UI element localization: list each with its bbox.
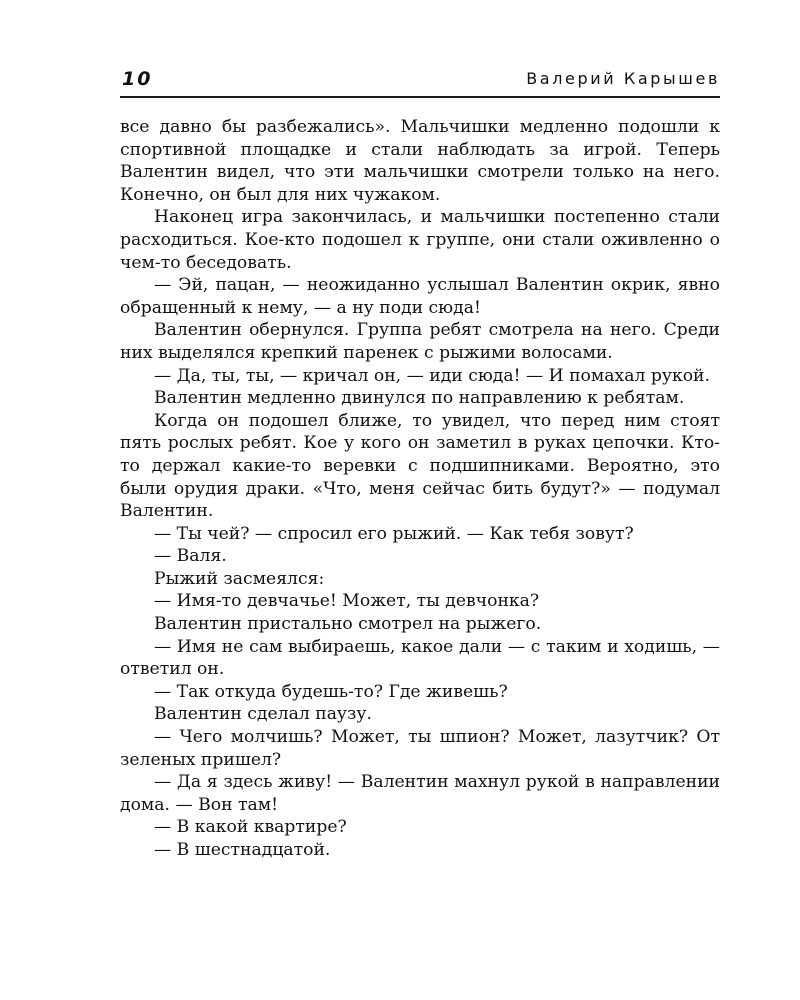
paragraph: Валентин медленно двинулся по направлению к ребятам. [154, 388, 685, 409]
paragraph: Валентин сделал паузу. [154, 704, 372, 725]
paragraph: — Да я здесь живу! — Валентин махнул рукой в направлении дома. — Вон там! [120, 772, 720, 815]
paragraph: Валентин пристально смотрел на рыжего. [154, 614, 542, 635]
paragraph: — Имя-то девчачье! Может, ты девчонка? [154, 591, 540, 612]
author-name: Валерий Карышев [526, 69, 720, 88]
paragraph: — Имя не сам выбираешь, какое дали — с таким и ходишь, — ответил он. [120, 636, 720, 680]
book-page [120, 0, 720, 1000]
paragraph: — Эй, пацан, — неожиданно услышал Валентин окрик, явно обращенный к нему, — а ну поди сюда! [120, 275, 720, 318]
paragraph: — Так откуда будешь-то? Где живешь? [154, 681, 508, 702]
body-text [120, 116, 720, 862]
running-header [120, 66, 720, 98]
paragraph: — В какой квартире? [154, 817, 347, 838]
paragraph: — Ты чей? — спросил его рыжий. — Как тебя зовут? [154, 523, 634, 544]
paragraph: Наконец игра закончилась, и мальчишки постепенно стали расходиться. Кое-кто подошел к группе, они стали оживленно о чем-то беседовать. [120, 207, 720, 273]
paragraph: Валентин обернулся. Группа ребят смотрела на него. Среди них выделялся крепкий паренек с рыжими волосами. [120, 320, 720, 363]
page-number: 10 [122, 68, 153, 90]
paragraph: — Валя. [154, 546, 227, 567]
paragraph: — Да, ты, ты, — кричал он, — иди сюда! — И помахал рукой. [154, 365, 710, 386]
paragraph: Когда он подошел ближе, то увидел, что перед ним стоят пять рослых ребят. Кое у кого он заметил в руках цепочки. Кто-то держал какие-то веревки с подшипниками. Вероятно, это были орудия драки. «Что, меня сейчас бить будут?» — подумал Валентин. [120, 410, 720, 522]
paragraph: — В шестнадцатой. [154, 840, 331, 860]
paragraph: — Чего молчишь? Может, ты шпион? Может, лазутчик? От зеленых пришел? [120, 727, 720, 770]
paragraph: Рыжий засмеялся: [154, 568, 325, 589]
paragraph: все давно бы разбежались». Мальчишки медленно подошли к спортивной площадке и стали наблюдать за игрой. Теперь Валентин видел, что эти мальчишки смотрели только на него. Конечно, он был для них чужаком. [120, 117, 720, 205]
